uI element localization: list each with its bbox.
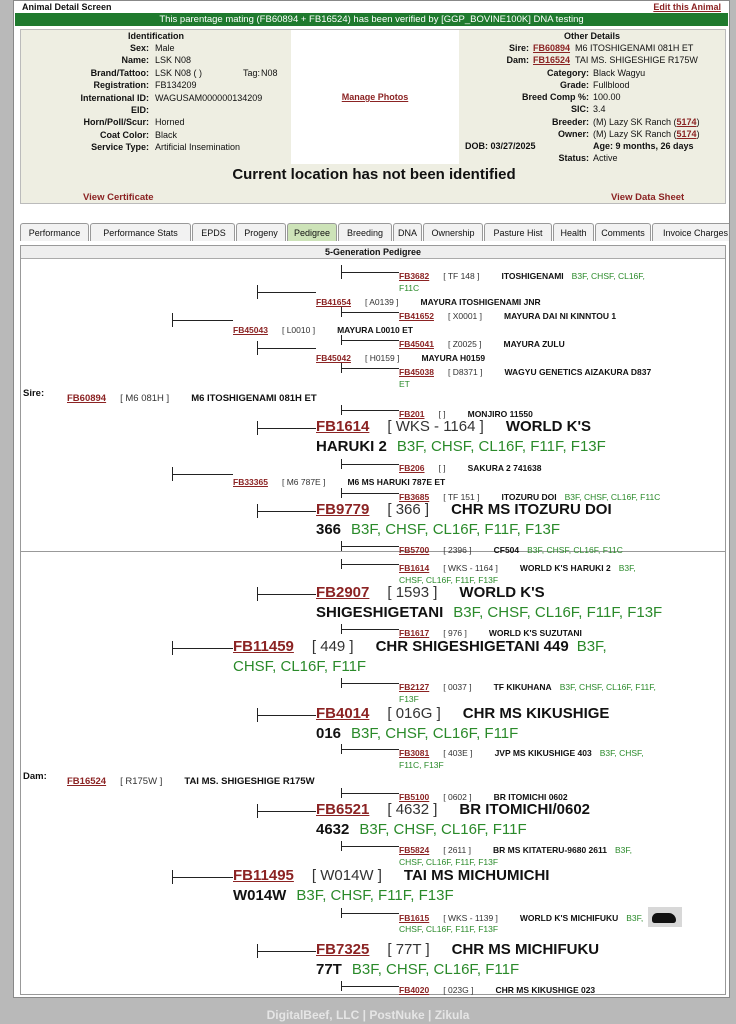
pedigree-tag: [ ] bbox=[438, 463, 446, 473]
tab-performance[interactable]: Performance bbox=[20, 223, 89, 241]
id-row-label: Horn/Poll/Scur: bbox=[83, 117, 149, 128]
pedigree-reg-link[interactable]: FB1617 bbox=[399, 628, 430, 638]
pedigree-reg-link[interactable]: FB41652 bbox=[399, 311, 434, 321]
pedigree-entry-continued bbox=[316, 725, 518, 743]
pedigree-reg-link[interactable]: FB1615 bbox=[399, 913, 430, 924]
pedigree-reg-link[interactable]: FB1614 bbox=[316, 418, 370, 435]
tab-ownership[interactable]: Ownership bbox=[423, 223, 483, 241]
id-row-label: Sex: bbox=[129, 43, 149, 53]
pedigree-entry-continued bbox=[316, 604, 662, 622]
view-certificate-link[interactable]: View Certificate bbox=[83, 192, 154, 203]
pedigree-entry bbox=[316, 705, 609, 723]
pedigree-reg-link[interactable]: FB45043 bbox=[233, 325, 268, 335]
dam-reg-link[interactable]: FB16524 bbox=[533, 55, 571, 65]
pedigree-reg-link[interactable]: FB45038 bbox=[399, 367, 434, 377]
pedigree-name: CHR MS KIKUSHIGE bbox=[462, 705, 610, 722]
pedigree-name: WORLD K'S bbox=[459, 584, 545, 601]
pedigree-entry bbox=[233, 867, 549, 885]
pedigree-epds: B3F, CHSF, CL16F, F11C bbox=[527, 545, 623, 555]
pedigree-name: CHR MS MICHIFUKU bbox=[451, 941, 600, 958]
pedigree-tag: [ TF 148 ] bbox=[443, 271, 480, 281]
pedigree-entry bbox=[399, 362, 651, 380]
pedigree-epds-continued: F11C, F13F bbox=[399, 760, 444, 770]
pedigree-name: ITOSHIGENAMI bbox=[501, 271, 564, 281]
pedigree-name: WAGYU GENETICS AIZAKURA D837 bbox=[504, 367, 652, 377]
sire-name: M6 ITOSHIGENAMI 081H ET bbox=[575, 43, 694, 53]
pedigree-tag: [ M6 081H ] bbox=[120, 393, 170, 404]
pedigree-tag: [ WKS - 1164 ] bbox=[387, 418, 484, 435]
pedigree-name: WORLD K'S SUZUTANI bbox=[488, 628, 582, 638]
sire-label: Sire: bbox=[508, 43, 529, 53]
pedigree-epds: B3F, CHSF, CL16F, F11F, F13F bbox=[351, 521, 560, 538]
pedigree-tag: [ WKS - 1164 ] bbox=[443, 563, 498, 573]
pedigree-name: CHR MS ITOZURU DOI bbox=[451, 501, 612, 518]
pedigree-name: CHR MS KIKUSHIGE 023 bbox=[495, 985, 596, 995]
dob-value: DOB: 03/27/2025 bbox=[465, 141, 536, 151]
pedigree-reg-link[interactable]: FB45041 bbox=[399, 339, 434, 349]
pedigree-epds: B3F, CHSF, bbox=[599, 748, 644, 758]
owner-label: Owner: bbox=[557, 129, 589, 139]
pedigree-entry-continued bbox=[316, 821, 527, 839]
id-row-label: Service Type: bbox=[91, 142, 149, 153]
pedigree-name: WORLD K'S HARUKI 2 bbox=[519, 563, 611, 573]
pedigree-epds: B3F, CHSF, CL16F, F11F bbox=[351, 725, 519, 742]
dam-name: TAI MS. SHIGESHIGE R175W bbox=[575, 55, 698, 65]
pedigree-entry bbox=[233, 638, 607, 656]
pedigree-name: BR ITOMICHI 0602 bbox=[493, 792, 568, 802]
pedigree-name: M6 ITOSHIGENAMI 081H ET bbox=[191, 393, 317, 404]
owner-suffix: ) bbox=[696, 129, 700, 139]
pedigree-epds-continued: CHSF, CL16F, F11F, F13F bbox=[399, 575, 499, 585]
pedigree-epds-continued: CHSF, CL16F, F11F, F13F bbox=[399, 924, 499, 934]
current-location-message: Current location has not been identified bbox=[232, 166, 516, 183]
status-value: Active bbox=[593, 153, 618, 163]
pedigree-name: M6 MS HARUKI 787E ET bbox=[347, 477, 446, 487]
breed-comp-value: 100.00 bbox=[593, 92, 621, 102]
pedigree-name: MAYURA DAI NI KINNTOU 1 bbox=[504, 311, 617, 321]
pedigree-reg-link[interactable]: FB45042 bbox=[316, 353, 351, 363]
tab-health[interactable]: Health bbox=[553, 223, 594, 241]
animal-detail-window bbox=[13, 0, 730, 998]
owner-id-link[interactable]: 5174 bbox=[676, 129, 697, 139]
tab-progeny[interactable]: Progeny bbox=[236, 223, 286, 241]
pedigree-epds: B3F, CHSF, CL16F, F11F, bbox=[559, 682, 656, 692]
pedigree-name: SAKURA 2 741638 bbox=[467, 463, 542, 473]
breeder-suffix: ) bbox=[696, 117, 700, 127]
pedigree-tag: [ 77T ] bbox=[387, 941, 430, 958]
pedigree-epds-continued: CHSF, CL16F, F11F bbox=[233, 658, 367, 675]
pedigree-epds: B3F, CHSF, CL16F, F11F bbox=[359, 821, 527, 838]
id-row-value: Black bbox=[155, 129, 178, 140]
pedigree-name-continued: 016 bbox=[316, 725, 342, 742]
id-row-label: Registration: bbox=[93, 80, 149, 91]
pedigree-tag: [ 403E ] bbox=[443, 748, 473, 758]
pedigree-epds: B3F, CHSF, CL16F, bbox=[571, 271, 645, 281]
title-bar bbox=[14, 1, 729, 13]
pedigree-entry-continued bbox=[316, 961, 519, 979]
id-row-label: Name: bbox=[121, 55, 149, 66]
pedigree-entry bbox=[233, 320, 413, 338]
pedigree-entry bbox=[23, 771, 315, 789]
id-row-label: EID: bbox=[131, 105, 149, 115]
pedigree-name: ITOZURU DOI bbox=[501, 492, 557, 502]
edit-animal-link[interactable]: Edit this Animal bbox=[653, 2, 721, 12]
pedigree-name: WORLD K'S bbox=[505, 418, 592, 435]
pedigree-entry-continued bbox=[399, 374, 410, 392]
owner-name: (M) Lazy SK Ranch ( bbox=[593, 129, 677, 139]
pedigree-tag: [ L0010 ] bbox=[281, 325, 316, 335]
animal-thumbnail[interactable] bbox=[648, 907, 682, 927]
tab-performance-stats[interactable]: Performance Stats bbox=[90, 223, 191, 241]
pedigree-epds-continued: F11C bbox=[399, 283, 420, 293]
pedigree-epds: B3F, CHSF, CL16F, F11F, F13F bbox=[396, 438, 606, 455]
manage-photos-link[interactable]: Manage Photos bbox=[341, 92, 409, 102]
pedigree-entry bbox=[316, 418, 591, 436]
pedigree-tag: [ ] bbox=[438, 409, 446, 419]
pedigree-epds-continued: ET bbox=[399, 379, 410, 389]
id-row-value: Male bbox=[155, 43, 175, 53]
breed-comp-label: Breed Comp %: bbox=[521, 92, 589, 102]
pedigree-reg-link[interactable]: FB3081 bbox=[399, 748, 430, 758]
pedigree-epds: B3F, bbox=[618, 563, 636, 573]
pedigree-tag: [ 023G ] bbox=[443, 985, 474, 995]
screen-title: Animal Detail Screen bbox=[22, 2, 112, 12]
pedigree-reg-link[interactable]: FB60894 bbox=[67, 393, 107, 404]
id-row-label: International ID: bbox=[80, 92, 149, 103]
pedigree-name: MAYURA H0159 bbox=[421, 353, 486, 363]
pedigree-reg-link[interactable]: FB2907 bbox=[316, 584, 370, 601]
age-value: Age: 9 months, 26 days bbox=[593, 141, 694, 151]
pedigree-reg-link[interactable]: FB33365 bbox=[233, 477, 268, 487]
pedigree-reg-link[interactable]: FB5100 bbox=[399, 792, 430, 802]
pedigree-name: MAYURA ITOSHIGENAMI JNR bbox=[420, 297, 541, 307]
identification-header: Identification bbox=[128, 31, 184, 41]
breeder-id-link[interactable]: 5174 bbox=[676, 117, 697, 127]
pedigree-epds: B3F, CHSF, CL16F, F11F, F13F bbox=[453, 604, 663, 621]
pedigree-name-continued: 366 bbox=[316, 521, 342, 538]
pedigree-tag: [ 0037 ] bbox=[443, 682, 472, 692]
pedigree-reg-link[interactable]: FB4020 bbox=[399, 985, 430, 995]
grade-label: Grade: bbox=[559, 80, 589, 90]
pedigree-tag: [ Z0025 ] bbox=[447, 339, 482, 349]
tab-pasture-hist[interactable]: Pasture Hist bbox=[484, 223, 552, 241]
pedigree-tag: [ 366 ] bbox=[387, 501, 430, 518]
pedigree-reg-link[interactable]: FB3682 bbox=[399, 271, 430, 281]
breeder-label: Breeder: bbox=[551, 117, 589, 127]
pedigree-panel bbox=[20, 245, 726, 995]
category-label: Category: bbox=[546, 68, 589, 78]
animal-info-panel bbox=[20, 29, 726, 204]
pedigree-tag: [ 449 ] bbox=[311, 638, 354, 655]
pedigree-title: 5-Generation Pedigree bbox=[21, 246, 725, 259]
pedigree-reg-link[interactable]: FB11495 bbox=[233, 867, 294, 884]
dam-label: Dam: bbox=[506, 55, 529, 65]
pedigree-name-continued: HARUKI 2 bbox=[316, 438, 387, 455]
pedigree-tag: [ 1593 ] bbox=[387, 584, 438, 601]
pedigree-reg-link[interactable]: FB5700 bbox=[399, 545, 430, 555]
tab-comments[interactable]: Comments bbox=[595, 223, 651, 241]
pedigree-name: MAYURA ZULU bbox=[503, 339, 565, 349]
pedigree-entry-continued bbox=[399, 919, 498, 937]
pedigree-entry-continued bbox=[233, 658, 366, 676]
sic-value: 3.4 bbox=[593, 104, 606, 114]
pedigree-tag: [ 2396 ] bbox=[443, 545, 472, 555]
pedigree-tag: [ 4632 ] bbox=[387, 801, 438, 818]
sic-label: SIC: bbox=[571, 104, 589, 114]
pedigree-name: JVP MS KIKUSHIGE 403 bbox=[494, 748, 592, 758]
pedigree-reg-link[interactable]: FB1614 bbox=[399, 563, 430, 573]
pedigree-reg-link[interactable]: FB206 bbox=[399, 463, 425, 473]
pedigree-entry-continued bbox=[316, 521, 560, 539]
tab-pedigree[interactable]: Pedigree bbox=[287, 223, 337, 241]
pedigree-tag: [ 976 ] bbox=[443, 628, 467, 638]
pedigree-tag: [ WKS - 1139 ] bbox=[443, 913, 498, 924]
pedigree-name: TF KIKUHANA bbox=[493, 682, 552, 692]
pedigree-tag: [ TF 151 ] bbox=[443, 492, 480, 502]
pedigree-entry bbox=[399, 677, 656, 695]
pedigree-name-continued: 77T bbox=[316, 961, 342, 978]
pedigree-name: TAI MS MICHUMICHI bbox=[403, 867, 550, 884]
pedigree-reg-link[interactable]: FB16524 bbox=[67, 776, 107, 787]
tab-dna[interactable]: DNA bbox=[393, 223, 422, 241]
status-label: Status: bbox=[558, 153, 589, 163]
pedigree-name: TAI MS. SHIGESHIGE R175W bbox=[184, 776, 315, 787]
pedigree-tag: [ 016G ] bbox=[387, 705, 441, 722]
pedigree-epds: B3F, bbox=[614, 845, 632, 855]
pedigree-tag: [ M6 787E ] bbox=[281, 477, 326, 487]
id-row-value: LSK N08 bbox=[155, 55, 192, 66]
pedigree-epds-continued: CHSF, CL16F, F11F, F13F bbox=[399, 857, 499, 867]
pedigree-entry bbox=[316, 501, 612, 519]
pedigree-name-continued: SHIGESHIGETANI bbox=[316, 604, 444, 621]
pedigree-entry bbox=[316, 801, 590, 819]
pedigree-parent-label: Sire: bbox=[23, 388, 45, 399]
pedigree-entry-continued bbox=[316, 438, 606, 456]
pedigree-tag: [ X0001 ] bbox=[447, 311, 482, 321]
pedigree-reg-link[interactable]: FB7325 bbox=[316, 941, 370, 958]
tag-label: Tag: bbox=[243, 68, 261, 78]
pedigree-name: MONJIRO 11550 bbox=[467, 409, 533, 419]
pedigree-entry bbox=[399, 980, 595, 998]
grade-value: Fullblood bbox=[593, 80, 630, 90]
pedigree-tag: [ H0159 ] bbox=[364, 353, 400, 363]
pedigree-name: BR ITOMICHI/0602 bbox=[459, 801, 591, 818]
pedigree-epds: B3F, bbox=[576, 638, 607, 655]
breeder-name: (M) Lazy SK Ranch ( bbox=[593, 117, 677, 127]
tab-invoice-charges[interactable]: Invoice Charges bbox=[652, 223, 730, 241]
footer-credits: DigitalBeef, LLC | PostNuke | Zikula bbox=[266, 1008, 470, 1022]
pedigree-entry bbox=[399, 266, 645, 284]
pedigree-name: WORLD K'S MICHIFUKU bbox=[519, 913, 619, 924]
id-row-label: Coat Color: bbox=[100, 129, 149, 140]
pedigree-tag: [ D8371 ] bbox=[447, 367, 483, 377]
pedigree-name: CHR SHIGESHIGETANI 449 bbox=[375, 638, 569, 655]
pedigree-epds: B3F, CHSF, CL16F, F11F bbox=[351, 961, 520, 978]
pedigree-name: CF504 bbox=[493, 545, 520, 555]
sire-reg-link[interactable]: FB60894 bbox=[533, 43, 571, 53]
id-row-value: Artificial Insemination bbox=[155, 142, 241, 153]
pedigree-epds: B3F, CHSF, CL16F, F11C bbox=[564, 492, 661, 502]
pedigree-parent-label: Dam: bbox=[23, 771, 47, 782]
pedigree-epds: B3F, bbox=[626, 913, 644, 924]
pedigree-reg-link[interactable]: FB3685 bbox=[399, 492, 430, 502]
pedigree-tag: [ 2611 ] bbox=[443, 845, 471, 855]
pedigree-tag: [ W014W ] bbox=[311, 867, 382, 884]
pedigree-tag: [ A0139 ] bbox=[364, 297, 399, 307]
id-row-value: FB134209 bbox=[155, 80, 197, 91]
pedigree-entry-continued bbox=[233, 887, 454, 905]
pedigree-reg-link[interactable]: FB9779 bbox=[316, 501, 370, 518]
pedigree-entry-continued bbox=[399, 755, 444, 773]
pedigree-reg-link[interactable]: FB41654 bbox=[316, 297, 351, 307]
pedigree-entry bbox=[399, 540, 623, 558]
id-row-value: Horned bbox=[155, 117, 185, 128]
pedigree-reg-link[interactable]: FB2127 bbox=[399, 682, 430, 692]
pedigree-name-continued: 4632 bbox=[316, 821, 350, 838]
pedigree-reg-link[interactable]: FB4014 bbox=[316, 705, 370, 722]
pedigree-reg-link[interactable]: FB201 bbox=[399, 409, 425, 419]
pedigree-name: MAYURA L0010 ET bbox=[337, 325, 413, 335]
tab-breeding[interactable]: Breeding bbox=[338, 223, 392, 241]
pedigree-name: BR MS KITATERU-9680 2611 bbox=[492, 845, 607, 855]
pedigree-tag: [ R175W ] bbox=[120, 776, 163, 787]
id-row-label: Brand/Tattoo: bbox=[90, 67, 149, 78]
pedigree-entry bbox=[316, 941, 599, 959]
pedigree-tag: [ 0602 ] bbox=[443, 792, 472, 802]
pedigree-entry bbox=[316, 584, 545, 602]
id-row-value: LSK N08 ( ) bbox=[155, 67, 203, 78]
tab-epds[interactable]: EPDS bbox=[192, 223, 235, 241]
view-data-sheet-link[interactable]: View Data Sheet bbox=[611, 192, 685, 203]
pedigree-epds-continued: F13F bbox=[399, 694, 419, 704]
pedigree-reg-link[interactable]: FB11459 bbox=[233, 638, 294, 655]
pedigree-reg-link[interactable]: FB5824 bbox=[399, 845, 430, 855]
pedigree-reg-link[interactable]: FB6521 bbox=[316, 801, 370, 818]
tag-value: N08 bbox=[261, 68, 278, 78]
pedigree-entry bbox=[23, 388, 317, 406]
pedigree-entry bbox=[399, 306, 616, 324]
id-row-value: WAGUSAM000000134209 bbox=[155, 92, 263, 103]
verification-banner: This parentage mating (FB60894 + FB16524) has been verified by [GGP_BOVINE100K] DNA testing bbox=[15, 13, 728, 26]
category-value: Black Wagyu bbox=[593, 68, 646, 78]
pedigree-epds: B3F, CHSF, F11F, F13F bbox=[296, 887, 454, 904]
photo-area bbox=[291, 30, 459, 164]
other-details-header: Other Details bbox=[563, 31, 621, 41]
pedigree-name-continued: W014W bbox=[233, 887, 287, 904]
